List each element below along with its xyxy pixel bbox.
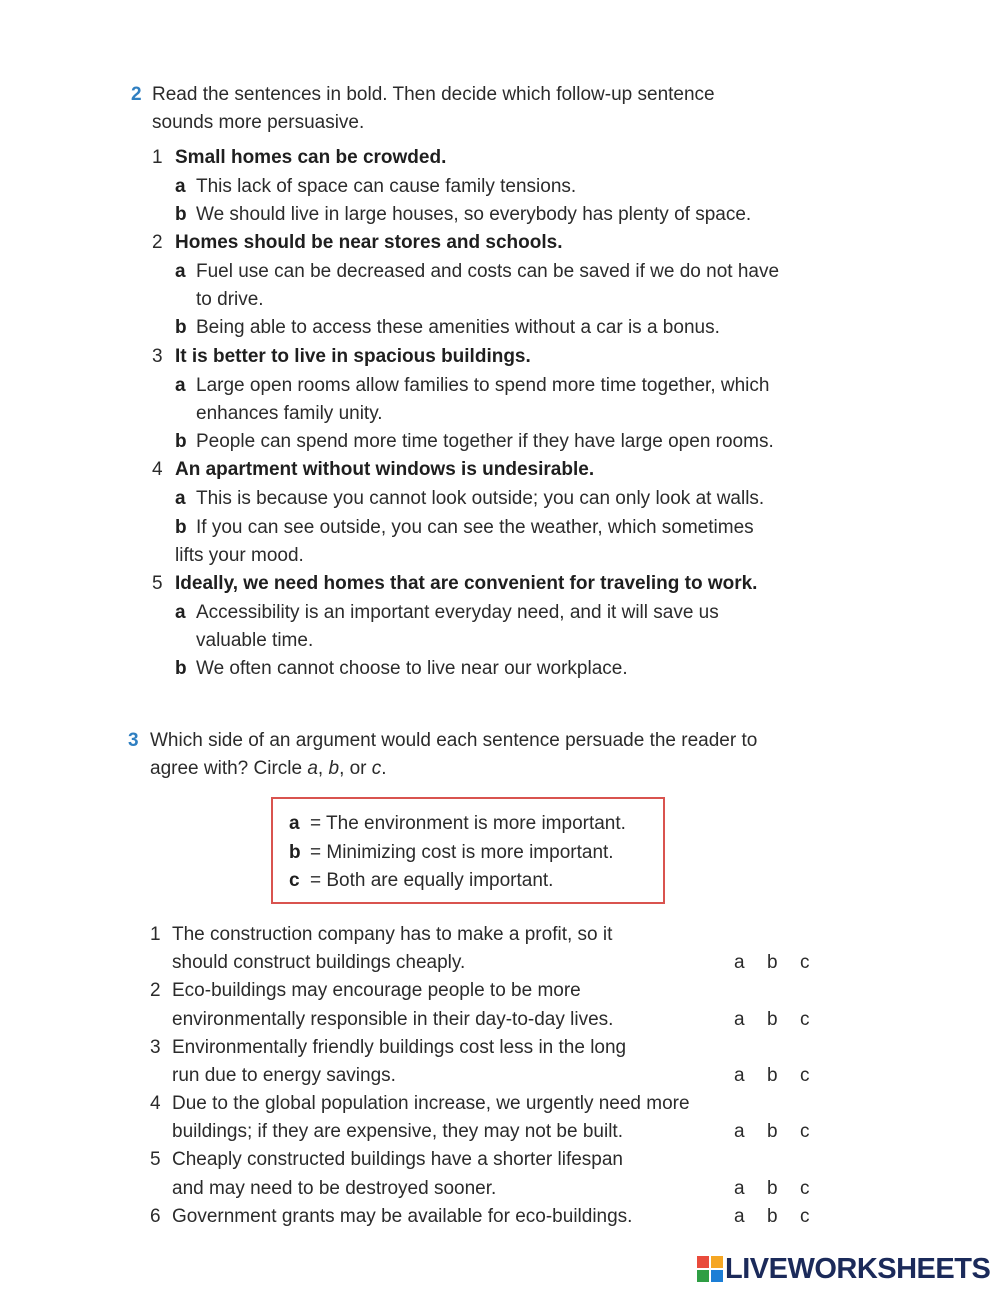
ex3-item-6-line-1: Government grants may be available for eco-buildings. (172, 1206, 633, 1227)
key-text-c: = Both are equally important. (310, 870, 554, 891)
choice-b[interactable]: b (767, 1178, 778, 1199)
ex2-item-4-statement: An apartment without windows is undesirable. (175, 459, 595, 480)
choice-c[interactable]: c (800, 1121, 810, 1142)
ex2-item-2-number: 2 (152, 232, 163, 253)
choice-b[interactable]: b (767, 952, 778, 973)
choice-c[interactable]: c (800, 1065, 810, 1086)
choice-a[interactable]: a (734, 1121, 745, 1142)
choice-c[interactable]: c (800, 952, 810, 973)
ex3-item-5-choices[interactable] (734, 1175, 833, 1203)
option-letter-a: a (175, 602, 186, 623)
choice-a[interactable]: a (734, 1009, 745, 1030)
key-text-a: = The environment is more important. (310, 813, 626, 834)
exercise-3-instruction-line-1: Which side of an argument would each sentence persuade the reader to (150, 730, 758, 751)
ex3-item-2-number: 2 (150, 980, 161, 1001)
ex3-item-1-choices[interactable] (734, 949, 833, 977)
option-letter-b: b (175, 431, 187, 452)
choice-b[interactable]: b (767, 1206, 778, 1227)
key-letter-a: a (289, 813, 300, 834)
choice-a[interactable]: a (734, 1178, 745, 1199)
choice-c[interactable]: c (800, 1178, 810, 1199)
ex2-item-1-number: 1 (152, 147, 163, 168)
ex3-item-4-line-1: Due to the global population increase, we urgently need more (172, 1093, 690, 1114)
ex2-item-5-option-a-line-1: Accessibility is an important everyday need, and it will save us (196, 602, 719, 623)
exercise-3-number: 3 (128, 730, 139, 751)
ex3-item-6-number: 6 (150, 1206, 161, 1227)
ex2-item-4-option-b-line-2: lifts your mood. (175, 545, 304, 566)
ex2-item-5-option-a-line-2: valuable time. (196, 630, 314, 651)
ex3-item-4-number: 4 (150, 1093, 161, 1114)
option-letter-a: a (175, 176, 186, 197)
key-letter-b: b (289, 842, 301, 863)
ex2-item-4-option-a: This is because you cannot look outside; you can only look at walls. (196, 488, 765, 509)
ex2-item-3-statement: It is better to live in spacious buildings. (175, 346, 531, 367)
ex3-item-3-line-1: Environmentally friendly buildings cost less in the long (172, 1037, 627, 1058)
choice-b[interactable]: b (767, 1009, 778, 1030)
ex2-item-4-number: 4 (152, 459, 163, 480)
ex3-item-5-line-2: and may need to be destroyed sooner. (172, 1178, 497, 1199)
choice-c[interactable]: c (800, 1009, 810, 1030)
option-letter-a: a (175, 488, 186, 509)
ex2-item-3-option-a-line-2: enhances family unity. (196, 403, 383, 424)
option-letter-b: b (175, 658, 187, 679)
choice-b[interactable]: b (767, 1121, 778, 1142)
option-letter-a: a (175, 375, 186, 396)
ex2-item-3-option-b: People can spend more time together if they have large open rooms. (196, 431, 774, 452)
ex2-item-1-option-b: We should live in large houses, so everybody has plenty of space. (196, 204, 752, 225)
ex3-item-4-line-2: buildings; if they are expensive, they may not be built. (172, 1121, 623, 1142)
choice-a[interactable]: a (734, 952, 745, 973)
ex3-item-5-number: 5 (150, 1149, 161, 1170)
ex2-item-2-option-b: Being able to access these amenities without a car is a bonus. (196, 317, 720, 338)
ex2-item-2-statement: Homes should be near stores and schools. (175, 232, 563, 253)
exercise-2-instruction-line-1: Read the sentences in bold. Then decide which follow-up sentence (152, 84, 715, 105)
option-letter-b: b (175, 517, 187, 538)
exercise-2-number: 2 (131, 84, 142, 105)
ex3-item-1-line-1: The construction company has to make a profit, so it (172, 924, 613, 945)
exercise-3-instruction-line-2: agree with? Circle a, b, or c. (150, 758, 387, 779)
choice-a[interactable]: a (734, 1206, 745, 1227)
ex2-item-2-option-a-line-2: to drive. (196, 289, 264, 310)
ex2-item-2-option-a-line-1: Fuel use can be decreased and costs can be saved if we do not have (196, 261, 780, 282)
ex3-item-1-number: 1 (150, 924, 161, 945)
logo-mark-icon (697, 1256, 723, 1282)
ex3-item-3-number: 3 (150, 1037, 161, 1058)
choice-c[interactable]: c (800, 1206, 810, 1227)
ex2-item-3-option-a-line-1: Large open rooms allow families to spend more time together, which (196, 375, 770, 396)
ex3-item-3-choices[interactable] (734, 1062, 833, 1090)
choice-b[interactable]: b (767, 1065, 778, 1086)
ex2-item-5-number: 5 (152, 573, 163, 594)
option-letter-b: b (175, 204, 187, 225)
ex2-item-1-statement: Small homes can be crowded. (175, 147, 447, 168)
ex3-item-3-line-2: run due to energy savings. (172, 1065, 396, 1086)
ex2-item-4-option-b-line-1: If you can see outside, you can see the weather, which sometimes (196, 517, 754, 538)
choice-a[interactable]: a (734, 1065, 745, 1086)
key-text-b: = Minimizing cost is more important. (310, 842, 614, 863)
option-letter-a: a (175, 261, 186, 282)
ex3-item-6-choices[interactable] (734, 1203, 833, 1231)
ex2-item-3-number: 3 (152, 346, 163, 367)
ex3-item-1-line-2: should construct buildings cheaply. (172, 952, 466, 973)
ex3-item-2-line-2: environmentally responsible in their day-to-day lives. (172, 1009, 614, 1030)
ex3-item-4-choices[interactable] (734, 1118, 833, 1146)
ex2-item-5-option-b: We often cannot choose to live near our workplace. (196, 658, 628, 679)
ex2-item-5-statement: Ideally, we need homes that are convenient for traveling to work. (175, 573, 758, 594)
logo-text: LIVEWORKSHEETS (725, 1252, 991, 1285)
ex3-item-5-line-1: Cheaply constructed buildings have a shorter lifespan (172, 1149, 623, 1170)
ex2-item-1-option-a: This lack of space can cause family tensions. (196, 176, 577, 197)
exercise-2-instruction-line-2: sounds more persuasive. (152, 112, 365, 133)
ex3-item-2-line-1: Eco-buildings may encourage people to be more (172, 980, 581, 1001)
ex3-item-2-choices[interactable] (734, 1006, 833, 1034)
option-letter-b: b (175, 317, 187, 338)
liveworksheets-logo[interactable] (697, 1252, 990, 1286)
key-letter-c: c (289, 870, 300, 891)
